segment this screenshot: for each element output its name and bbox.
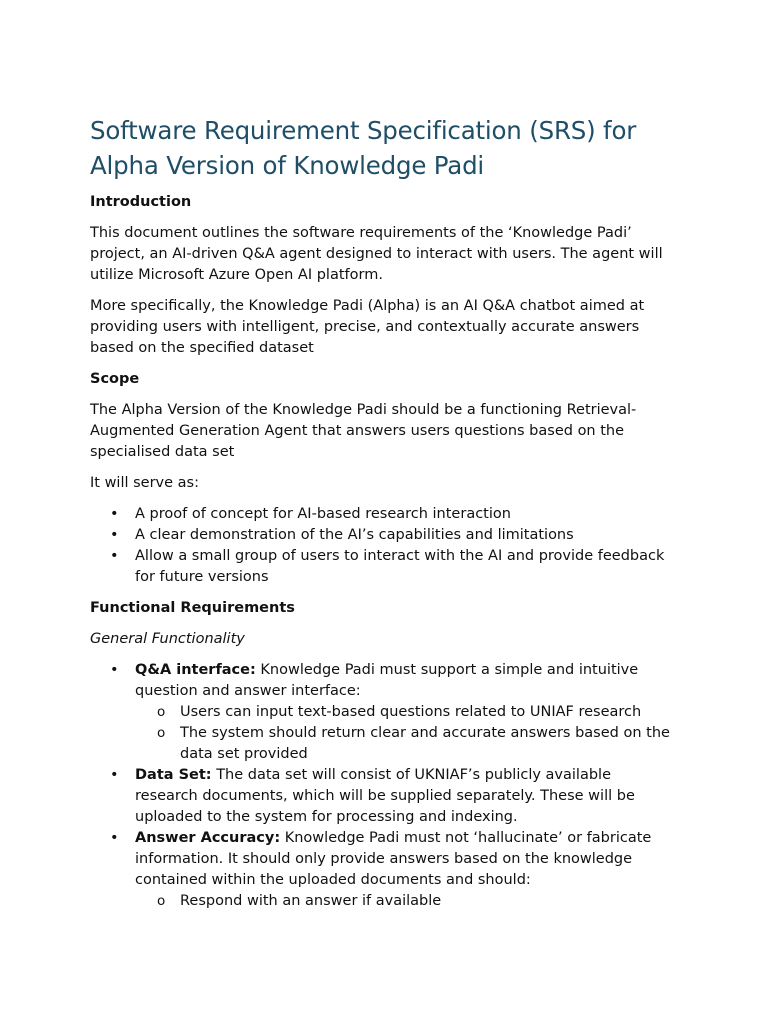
list-item-label: Q&A interface: (135, 662, 256, 678)
bullet-icon: • (110, 527, 119, 543)
sub-bullet-icon: o (157, 893, 166, 909)
sub-list (135, 702, 678, 765)
functional-requirements-heading: Functional Requirements (90, 600, 295, 616)
sub-list-item (135, 723, 678, 765)
sub-list-item-text: Users can input text-based questions related to UNIAF research (180, 704, 642, 720)
bullet-icon: • (110, 830, 119, 846)
sub-list-item (135, 891, 678, 912)
list-item (90, 660, 678, 765)
sub-bullet-icon: o (157, 725, 166, 741)
functional-requirements-list (90, 660, 678, 912)
list-item-text: A proof of concept for AI-based research interaction (135, 506, 511, 522)
list-item (90, 765, 678, 828)
sub-list-item-text: The system should return clear and accurate answers based on the data set provided (180, 725, 670, 762)
list-item-text: A clear demonstration of the AI’s capabilities and limitations (135, 527, 574, 543)
sub-list (135, 891, 678, 912)
list-item (90, 504, 678, 525)
list-item-text: Knowledge Padi must not ‘hallucinate’ or fabricate information. It should only provide answers based on the knowledge contained within the uploaded documents and should: (135, 830, 652, 888)
document-title: Software Requirement Specification (SRS) for Alpha Version of Knowledge Padi (90, 116, 637, 180)
bullet-icon: • (110, 767, 119, 783)
list-item (90, 828, 678, 912)
sub-bullet-icon: o (157, 704, 166, 720)
list-item (90, 525, 678, 546)
bullet-icon: • (110, 662, 119, 678)
bullet-icon: • (110, 506, 119, 522)
list-item (90, 546, 678, 588)
list-item-text: Knowledge Padi must support a simple and intuitive question and answer interface: (135, 662, 639, 699)
scope-paragraph-1: The Alpha Version of the Knowledge Padi should be a functioning Retrieval-Augmented Generation Agent that answers users questions based on the specialised data set (90, 402, 637, 460)
scope-bullet-list (90, 504, 678, 588)
introduction-heading: Introduction (90, 194, 192, 210)
sub-list-item-text: Respond with an answer if available (180, 893, 442, 909)
list-item-label: Data Set: (135, 767, 212, 783)
sub-list-item (135, 702, 678, 723)
introduction-paragraph-2: More specifically, the Knowledge Padi (Alpha) is an AI Q&A chatbot aimed at providing users with intelligent, precise, and contextually accurate answers based on the specified dataset (90, 298, 645, 356)
list-item-label: Answer Accuracy: (135, 830, 281, 846)
scope-heading: Scope (90, 371, 140, 387)
list-item-text: Allow a small group of users to interact with the AI and provide feedback for future versions (135, 548, 665, 585)
bullet-icon: • (110, 548, 119, 564)
list-item-text: The data set will consist of UKNIAF’s publicly available research documents, which will be supplied separately. These will be uploaded to the system for processing and indexing. (135, 767, 635, 825)
general-functionality-heading: General Functionality (90, 631, 245, 647)
scope-paragraph-2: It will serve as: (90, 475, 199, 491)
introduction-paragraph-1: This document outlines the software requirements of the ‘Knowledge Padi’ project, an AI-driven Q&A agent designed to interact with users. The agent will utilize Microsoft Azure Open AI platform. (90, 225, 663, 283)
